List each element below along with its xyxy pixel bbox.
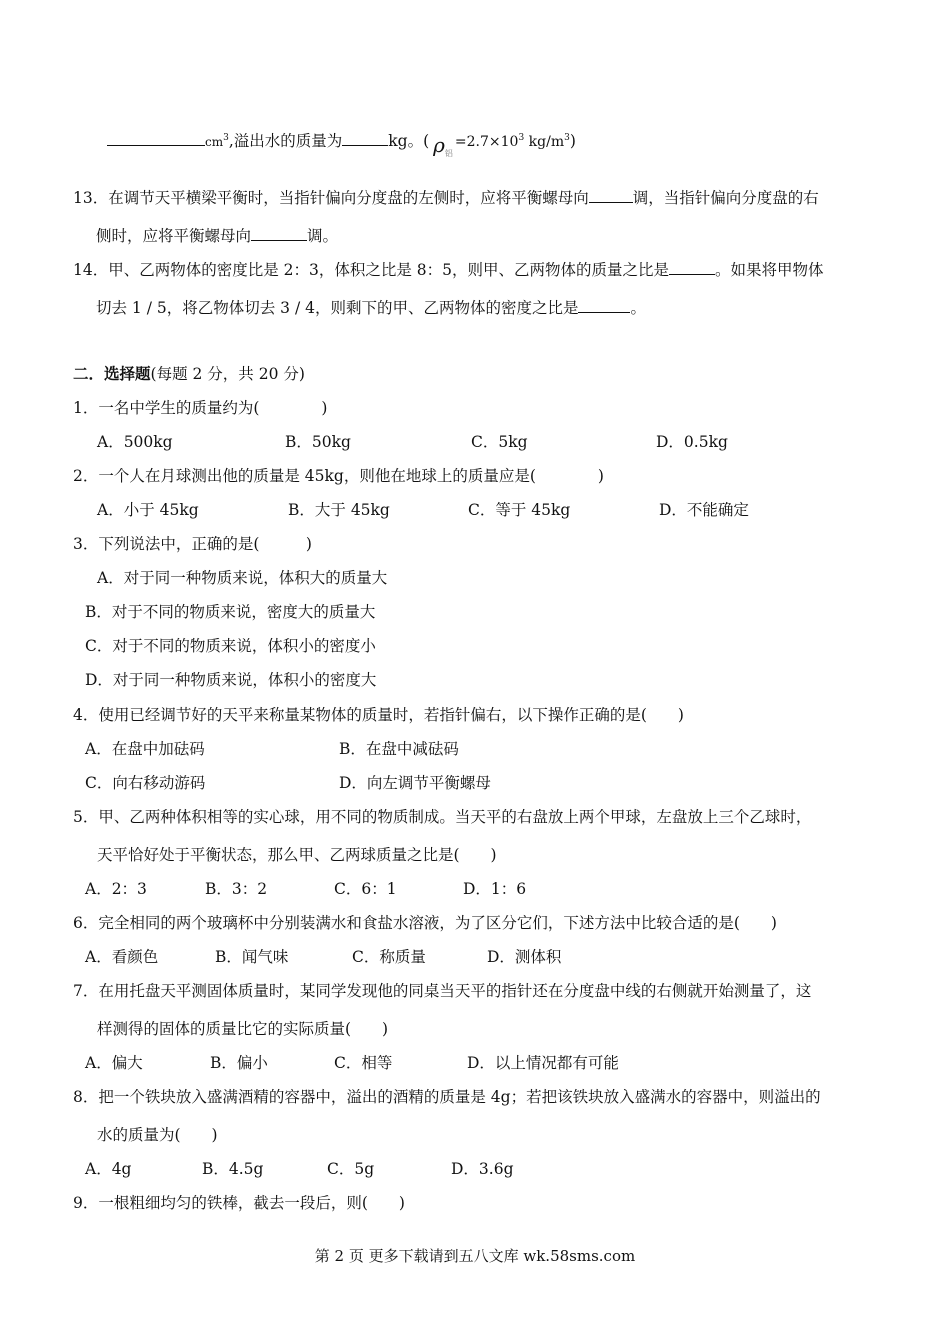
option-c[interactable]: C．向右移动游码	[85, 774, 206, 792]
option-a[interactable]: A．看颜色	[85, 948, 159, 966]
question-8-stem: 8．把一个铁块放入盛满酒精的容器中，溢出的酒精的质量是 4g；若把该铁块放入盛满水的容器中，则溢出的	[73, 1088, 821, 1106]
question-14-line2: 切去 1 / 5，将乙物体切去 3 / 4，则剩下的甲、乙两物体的密度之比是 。	[96, 296, 646, 318]
option-c[interactable]: C．5kg	[471, 433, 528, 451]
q12-tail-line: $cm^3$,溢出水的质量为 kg。( $\rho_铝=2.7\times 10^3$ $kg/m^3$)	[107, 129, 576, 154]
option-a[interactable]: A．偏大	[85, 1054, 143, 1072]
question-3-stem: 3．下列说法中，正确的是( )	[73, 535, 312, 553]
answer-blank[interactable]	[589, 186, 633, 203]
answer-blank[interactable]	[251, 224, 307, 241]
question-5-stem: 5．甲、乙两种体积相等的实心球，用不同的物质制成。当天平的右盘放上两个甲球，左盘放上三个乙球时，	[73, 808, 812, 826]
option-c[interactable]: C．等于 45kg	[468, 501, 571, 519]
option-c[interactable]: C．称质量	[352, 948, 426, 966]
option-c[interactable]: C．相等	[334, 1054, 393, 1072]
question-5-stem-cont: 天平恰好处于平衡状态，那么甲、乙两球质量之比是( )	[97, 846, 497, 864]
question-7-stem: 7．在用托盘天平测固体质量时，某同学发现他的同桌当天平的指针还在分度盘中线的右侧就开始测量了，这	[73, 982, 812, 1000]
answer-blank[interactable]	[342, 129, 388, 146]
option-a[interactable]: A．小于 45kg	[97, 501, 199, 519]
option-c[interactable]: C．5g	[327, 1160, 375, 1178]
option-a[interactable]: A．对于同一种物质来说，体积大的质量大	[97, 569, 388, 587]
option-a[interactable]: A．4g	[85, 1160, 132, 1178]
question-13-line1: 13．在调节天平横梁平衡时，当指针偏向分度盘的左侧时，应将平衡螺母向 调，当指针偏向分度盘的右	[73, 186, 819, 208]
option-d[interactable]: D．测体积	[487, 948, 562, 966]
density-symbol: ρ	[433, 133, 445, 157]
option-c[interactable]: C．6：1	[334, 880, 397, 898]
answer-blank[interactable]	[669, 258, 715, 275]
option-b[interactable]: B．闻气味	[215, 948, 289, 966]
question-14-line1: 14．甲、乙两物体的密度比是 2：3，体积之比是 8：5，则甲、乙两物体的质量之比是 。如果将甲物体	[73, 258, 824, 280]
option-d[interactable]: D．向左调节平衡螺母	[339, 774, 491, 792]
option-a[interactable]: A．2：3	[85, 880, 147, 898]
page-footer: 第 2 页 更多下载请到五八文库 wk.58sms.com	[314, 1247, 636, 1265]
option-b[interactable]: B．50kg	[285, 433, 351, 451]
option-d[interactable]: D．不能确定	[659, 501, 749, 519]
section-heading: 二．选择题(每题 2 分，共 20 分)	[73, 364, 305, 383]
question-6-stem: 6．完全相同的两个玻璃杯中分别装满水和食盐水溶液，为了区分它们，下述方法中比较合适的是( )	[73, 914, 777, 932]
option-a[interactable]: A．500kg	[97, 433, 173, 451]
question-1-stem: 1．一名中学生的质量约为( )	[73, 399, 328, 417]
option-d[interactable]: D．3.6g	[451, 1160, 514, 1178]
question-9-stem: 9．一根粗细均匀的铁棒，截去一段后，则( )	[73, 1194, 405, 1212]
option-b[interactable]: B．3：2	[205, 880, 268, 898]
question-4-stem: 4．使用已经调节好的天平来称量某物体的质量时，若指针偏右，以下操作正确的是( )	[73, 706, 684, 724]
option-c[interactable]: C．对于不同的物质来说，体积小的密度小	[85, 637, 376, 655]
option-a[interactable]: A．在盘中加砝码	[85, 740, 205, 758]
question-13-line2: 侧时，应将平衡螺母向 调。	[96, 224, 338, 246]
answer-blank[interactable]	[578, 296, 630, 313]
option-d[interactable]: D．0.5kg	[656, 433, 728, 451]
option-b[interactable]: B．偏小	[210, 1054, 268, 1072]
option-b[interactable]: B．在盘中减砝码	[339, 740, 459, 758]
question-8-stem-cont: 水的质量为( )	[97, 1126, 218, 1144]
question-2-stem: 2．一个人在月球测出他的质量是 45kg，则他在地球上的质量应是( )	[73, 467, 604, 485]
option-d[interactable]: D．1：6	[463, 880, 527, 898]
option-b[interactable]: B．大于 45kg	[288, 501, 390, 519]
question-7-stem-cont: 样测得的固体的质量比它的实际质量( )	[97, 1020, 389, 1038]
option-b[interactable]: B．对于不同的物质来说，密度大的质量大	[85, 603, 376, 621]
option-d[interactable]: D．以上情况都有可能	[467, 1054, 619, 1072]
option-d[interactable]: D．对于同一种物质来说，体积小的密度大	[85, 671, 377, 689]
option-b[interactable]: B．4.5g	[202, 1160, 264, 1178]
answer-blank[interactable]	[107, 129, 205, 146]
